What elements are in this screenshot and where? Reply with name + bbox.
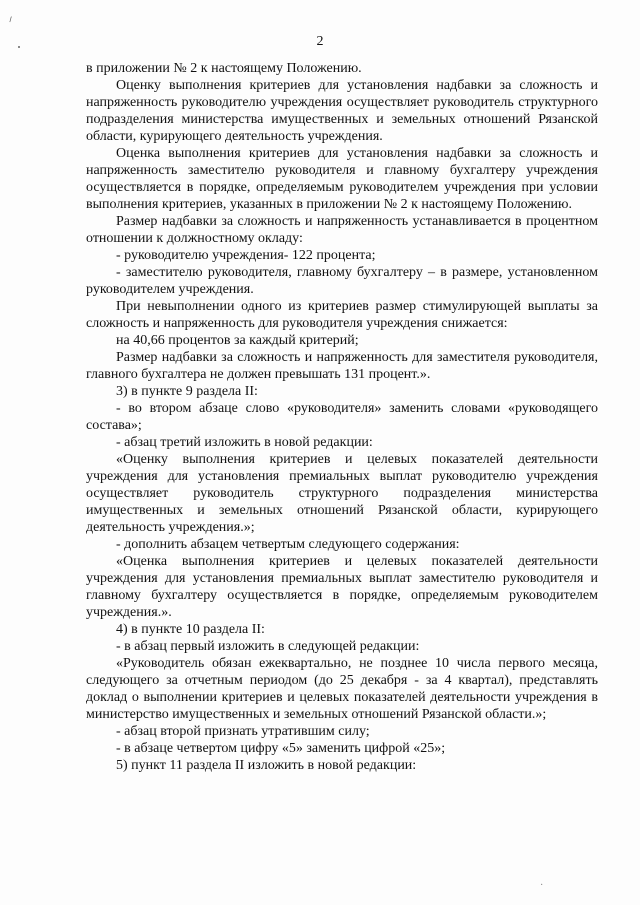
paragraph: - во втором абзаце слово «руководителя» заменить словами «руководящего состава»;: [86, 401, 598, 433]
margin-scribble: ⸝: [3, 9, 16, 25]
scan-speck: ·: [540, 880, 544, 891]
paragraph: Размер надбавки за сложность и напряженность устанавливается в процентном отношении к должностному окладу:: [86, 214, 598, 246]
paragraph: - в абзац первый изложить в следующей редакции:: [116, 639, 420, 654]
paragraph: 3) в пункте 9 раздела II:: [116, 384, 258, 399]
paragraph: - в абзаце четвертом цифру «5» заменить цифрой «25»;: [116, 741, 446, 756]
paragraph: «Оценка выполнения критериев и целевых показателей деятельности учреждения для установления премиальных выплат заместителю руководителя и главному бухгалтеру осуществляется в порядке, определяемым руководителем учреждения.».: [86, 554, 598, 620]
paragraph: - абзац второй признать утратившим силу;: [116, 724, 370, 739]
paragraph: 4) в пункте 10 раздела II:: [116, 622, 265, 637]
paragraph: Оценку выполнения критериев для установления надбавки за сложность и напряженность руководителю учреждения осуществляет руководитель структурного подразделения министерства имущественных и земельных отношений Рязанской области, курирующего деятельность учреждения.: [86, 78, 598, 144]
paragraph: Оценка выполнения критериев для установления надбавки за сложность и напряженность заместителю руководителя и главному бухгалтеру учреждения осуществляется в порядке, определяемым руководителем учреждения при условии выполнения критериев, указанных в приложении № 2 к настоящему Положению.: [86, 146, 598, 212]
paragraph: - дополнить абзацем четвертым следующего содержания:: [116, 537, 460, 552]
paragraph: - руководителю учреждения- 122 процента;: [116, 248, 376, 263]
paragraph: - абзац третий изложить в новой редакции:: [116, 435, 373, 450]
paragraph: «Руководитель обязан ежеквартально, не позднее 10 числа первого месяца, следующего за отчетным периодом (до 25 декабря - за 4 квартал), представлять доклад о выполнении критериев и целевых показателей деятельности учреждения в министерство имущественных и земельных отношений Рязанской области.»;: [86, 656, 598, 722]
paragraph: При невыполнении одного из критериев размер стимулирующей выплаты за сложность и напряженность для руководителя учреждения снижается:: [86, 299, 598, 331]
document-body: [86, 60, 598, 774]
paragraph: в приложении № 2 к настоящему Положению.: [86, 61, 362, 76]
paragraph: Размер надбавки за сложность и напряженность для заместителя руководителя, главного бухгалтера не должен превышать 131 процент.».: [86, 350, 598, 382]
paragraph: - заместителю руководителя, главному бухгалтеру – в размере, установленном руководителем учреждения.: [86, 265, 598, 297]
page-number: 2: [316, 34, 324, 49]
paragraph: на 40,66 процентов за каждый критерий;: [116, 333, 359, 348]
paragraph: 5) пункт 11 раздела II изложить в новой редакции:: [116, 758, 417, 773]
paragraph: «Оценку выполнения критериев и целевых показателей деятельности учреждения для установления премиальных выплат руководителю учреждения осуществляет руководитель структурного подразделения министерства имущественных и земельных отношений Рязанской области, курирующего деятельность учреждения.»;: [86, 452, 598, 535]
